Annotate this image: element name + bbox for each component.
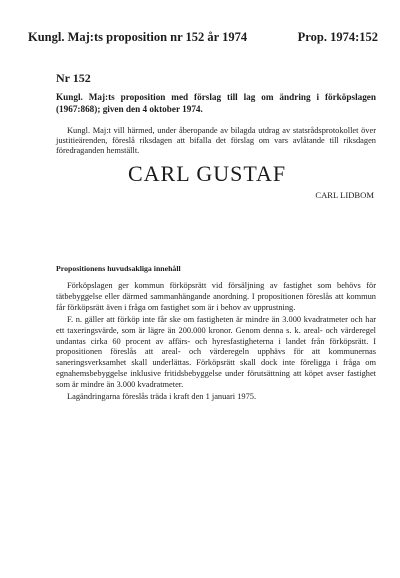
intro-paragraph: Kungl. Maj:t vill härmed, under åberopande av bilagda utdrag av statsrådsprotokollet över justitieärenden, föreslå riksdagen att bifalla det förslag om vars avlåtande till riksdagen föredraganden hemställt.: [56, 126, 376, 155]
body-paragraph: Lagändringarna föreslås träda i kraft den 1 januari 1975.: [67, 392, 257, 402]
running-header-left: Kungl. Maj:ts proposition nr 152 år 1974: [28, 30, 248, 44]
king-signature: CARL GUSTAF: [128, 161, 287, 186]
proposition-title: Kungl. Maj:ts proposition med förslag till lag om ändring i förköpslagen (1967:868); given den 4 oktober 1974.: [56, 92, 376, 114]
proposition-number: Nr 152: [56, 71, 91, 85]
minister-signature: CARL LIDBOM: [315, 190, 374, 200]
section-heading: Propositionens huvudsakliga innehåll: [56, 264, 181, 273]
body-paragraph: Förköpslagen ger kommun förköpsrätt vid försäljning av fastighet som behövs för tätbebyggelse eller därmed sammanhängande anordning. I propositionen föreslås att kommun får förköpsrätt även i fråga om fastighet som är i behov av upprustning.: [56, 281, 376, 312]
running-header-right: Prop. 1974:152: [297, 30, 378, 44]
section-body: [56, 281, 376, 403]
body-paragraph: F. n. gäller att förköp inte får ske om fastigheten är mindre än 3.000 kvadratmeter och har ett taxeringsvärde, som är lägre än 200.000 kronor. Genom denna s. k. areal- och värderegel undantas cirka 60 procent av affärs- och hyresfastigheterna i landet från förköpsrätt. I propositionen föreslås att areal- och värderegeln upphävs för att kommunernas saneringsverksamhet skall underlättas. Förköpsrätt skall dock inte föreligga i fråga om egnahemsbebyggelse inklusive fritidsbebyggelse under förutsättning att köpet avser fastighet som är mindre än 3.000 kvadratmeter.: [56, 314, 376, 390]
